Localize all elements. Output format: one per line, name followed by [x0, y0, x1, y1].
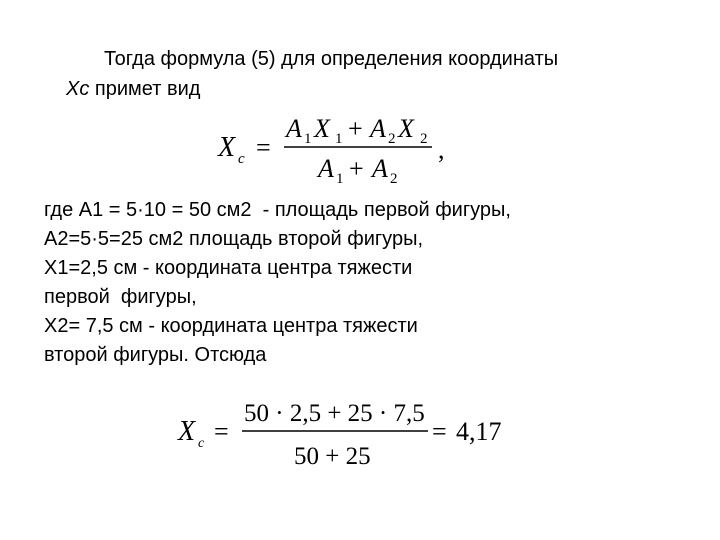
- formula1-den-plus: +: [349, 154, 364, 183]
- formula2-result: 4,17: [456, 417, 502, 446]
- formula2-denominator: 50 + 25: [294, 443, 371, 470]
- formula1-den-a1: A: [318, 154, 334, 183]
- intro-line-1: Тогда формула (5) для определения координаты: [104, 48, 559, 70]
- formula1-num-sub1: 1: [304, 131, 312, 147]
- explanation-line-1: где А1 = 5·10 = 50 см2 - площадь первой фигуры,: [44, 199, 511, 221]
- formula2-equals: =: [214, 417, 229, 446]
- formula1-num-sub4: 2: [420, 131, 428, 147]
- explanation-line-3: Х1=2,5 см - координата центра тяжести: [44, 257, 413, 279]
- formula1-num-plus: +: [348, 114, 363, 143]
- formula1-num-sub2: 1: [335, 131, 343, 147]
- explanation-line-6: второй фигуры. Отсюда: [44, 344, 267, 366]
- explanation-line-2: А2=5·5=25 см2 площадь второй фигуры,: [44, 228, 424, 250]
- explanation-line-4: первой фигуры,: [44, 286, 197, 308]
- formula2-lhs-x: X: [178, 416, 196, 447]
- formula1-num-sub3: 2: [388, 131, 396, 147]
- formula2-lhs-sub: c: [198, 436, 205, 451]
- formula1-comma: ,: [438, 135, 445, 164]
- xc-variable: Xc: [66, 78, 90, 100]
- formula1-den-sub2: 2: [390, 171, 398, 187]
- formula1-num-x: X: [314, 114, 330, 143]
- formula1-num-x2: X: [398, 114, 414, 143]
- formula2-equals2: =: [432, 417, 447, 446]
- formula2-numerator: 50 · 2,5 + 25 · 7,5: [244, 400, 425, 427]
- formula1-den-sub1: 1: [336, 171, 344, 187]
- formula1-equals: =: [256, 133, 271, 162]
- formula1-lhs-sub: c: [238, 151, 245, 167]
- explanation-line-5: Х2= 7,5 см - координата центра тяжести: [44, 315, 418, 337]
- formula1-den-a2: A: [372, 154, 388, 183]
- formula1-num-a: A: [286, 114, 302, 143]
- formula1-num-a2: A: [370, 114, 386, 143]
- formula1-lhs-x: X: [218, 132, 236, 163]
- intro-line-2-rest: примет вид: [89, 78, 201, 100]
- explanation-text: [44, 196, 684, 370]
